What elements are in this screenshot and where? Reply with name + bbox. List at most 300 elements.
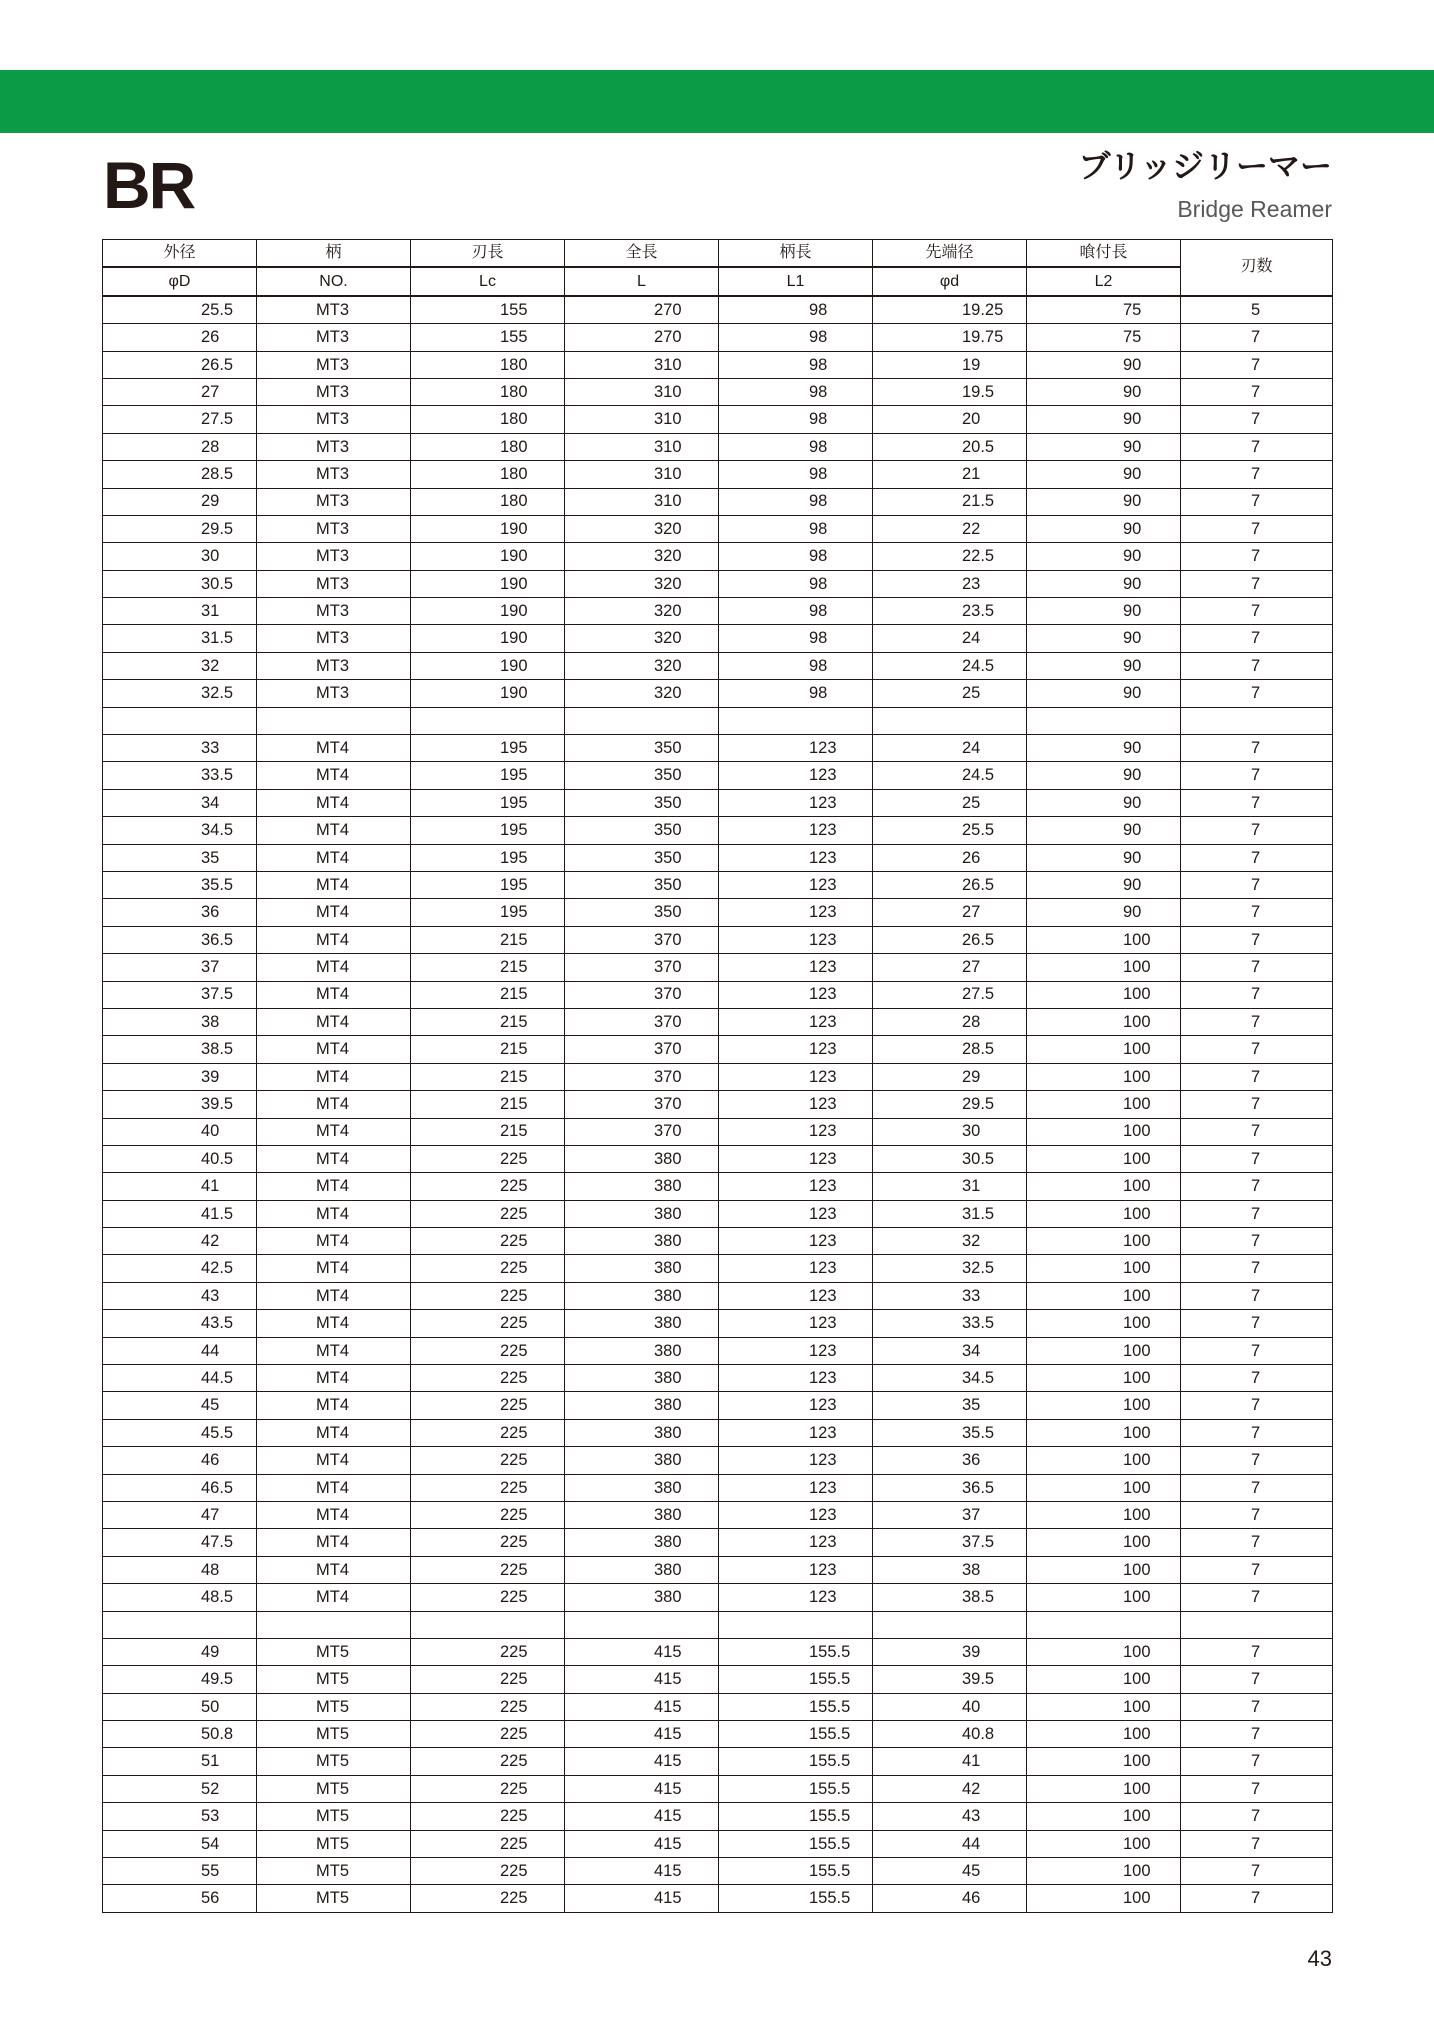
cell-shank-length: 98	[719, 351, 873, 378]
product-code: BR	[103, 148, 195, 222]
cell-flutes: 7	[1181, 817, 1333, 844]
cell-shank-no: MT3	[257, 625, 411, 652]
cell-overall-length: 350	[565, 762, 719, 789]
cell-tip-diameter: 24	[873, 735, 1027, 762]
cell-tip-diameter: 26	[873, 844, 1027, 871]
cell-tip-diameter: 27	[873, 954, 1027, 981]
cell-outer-diameter: 31.5	[103, 625, 257, 652]
table-row	[103, 1091, 1333, 1118]
cell-overall-length: 310	[565, 461, 719, 488]
cell-flutes: 5	[1181, 296, 1333, 324]
cell-chamfer-length: 100	[1027, 981, 1181, 1008]
table-row	[103, 1556, 1333, 1583]
cell-flute-length: 195	[411, 899, 565, 926]
cell-outer-diameter: 34	[103, 789, 257, 816]
cell-flute-length: 155	[411, 324, 565, 351]
cell-flute-length: 225	[411, 1721, 565, 1748]
cell-shank-no: MT4	[257, 981, 411, 1008]
cell-flute-length: 225	[411, 1447, 565, 1474]
cell-overall-length: 380	[565, 1200, 719, 1227]
cell-overall-length: 415	[565, 1803, 719, 1830]
table-row	[103, 844, 1333, 871]
cell-shank-length: 98	[719, 488, 873, 515]
cell-flutes: 7	[1181, 433, 1333, 460]
cell-overall-length: 370	[565, 981, 719, 1008]
cell-chamfer-length: 100	[1027, 1036, 1181, 1063]
header-symbol-l: L	[565, 267, 719, 295]
cell-shank-no: MT4	[257, 817, 411, 844]
cell-flute-length: 225	[411, 1693, 565, 1720]
cell-chamfer-length: 100	[1027, 1830, 1181, 1857]
cell-chamfer-length: 90	[1027, 899, 1181, 926]
table-row	[103, 570, 1333, 597]
cell-tip-diameter: 37.5	[873, 1529, 1027, 1556]
table-row	[103, 1529, 1333, 1556]
cell-outer-diameter: 54	[103, 1830, 257, 1857]
cell-flute-length: 225	[411, 1858, 565, 1885]
cell-flute-length: 215	[411, 926, 565, 953]
cell-flute-length: 225	[411, 1803, 565, 1830]
cell-flute-length: 225	[411, 1145, 565, 1172]
header-flutes: 刃数	[1181, 240, 1333, 296]
cell-shank-length: 123	[719, 1529, 873, 1556]
cell-outer-diameter: 34.5	[103, 817, 257, 844]
cell-flute-length: 225	[411, 1474, 565, 1501]
cell-tip-diameter: 34.5	[873, 1365, 1027, 1392]
cell-chamfer-length: 100	[1027, 1091, 1181, 1118]
cell-tip-diameter: 20	[873, 406, 1027, 433]
cell-tip-diameter: 26.5	[873, 871, 1027, 898]
cell-overall-length: 415	[565, 1775, 719, 1802]
header-symbol-no: NO.	[257, 267, 411, 295]
page-number: 43	[1307, 1946, 1332, 1971]
cell-shank-length: 123	[719, 1145, 873, 1172]
cell-flutes: 7	[1181, 1255, 1333, 1282]
cell-shank-no: MT4	[257, 789, 411, 816]
cell-outer-diameter: 50	[103, 1693, 257, 1720]
cell-tip-diameter: 32.5	[873, 1255, 1027, 1282]
cell-chamfer-length: 100	[1027, 1008, 1181, 1035]
cell-tip-diameter: 32	[873, 1228, 1027, 1255]
cell-shank-no: MT5	[257, 1638, 411, 1665]
cell-outer-diameter: 36	[103, 899, 257, 926]
cell-shank-no: MT4	[257, 1228, 411, 1255]
cell-overall-length: 320	[565, 625, 719, 652]
cell-flute-length: 225	[411, 1638, 565, 1665]
cell-flutes: 7	[1181, 1200, 1333, 1227]
cell-flutes: 7	[1181, 926, 1333, 953]
cell-chamfer-length: 100	[1027, 1282, 1181, 1309]
cell-tip-diameter: 22	[873, 515, 1027, 542]
table-row	[103, 1830, 1333, 1857]
cell-shank-no: MT4	[257, 1200, 411, 1227]
cell-shank-length: 123	[719, 735, 873, 762]
table-row	[103, 1748, 1333, 1775]
cell-shank-no: MT5	[257, 1748, 411, 1775]
cell-shank-length: 155.5	[719, 1858, 873, 1885]
table-row	[103, 1858, 1333, 1885]
cell-outer-diameter: 32.5	[103, 680, 257, 707]
cell-flutes: 7	[1181, 762, 1333, 789]
cell-overall-length: 370	[565, 954, 719, 981]
cell-tip-diameter: 39.5	[873, 1666, 1027, 1693]
cell-tip-diameter: 33.5	[873, 1310, 1027, 1337]
cell-tip-diameter: 22.5	[873, 543, 1027, 570]
cell-shank-no: MT4	[257, 1118, 411, 1145]
cell-overall-length: 380	[565, 1529, 719, 1556]
table-row	[103, 378, 1333, 405]
cell-chamfer-length: 100	[1027, 1529, 1181, 1556]
cell-shank-no: MT4	[257, 1501, 411, 1528]
cell-chamfer-length: 100	[1027, 1638, 1181, 1665]
cell-tip-diameter: 26.5	[873, 926, 1027, 953]
cell-flutes: 7	[1181, 1365, 1333, 1392]
header-symbol-l1: L1	[719, 267, 873, 295]
cell-outer-diameter: 37	[103, 954, 257, 981]
cell-overall-length: 415	[565, 1721, 719, 1748]
cell-overall-length: 370	[565, 1091, 719, 1118]
table-row	[103, 543, 1333, 570]
cell-flute-length: 225	[411, 1310, 565, 1337]
table-row	[103, 1063, 1333, 1090]
cell-flute-length: 180	[411, 461, 565, 488]
cell-flute-length: 190	[411, 680, 565, 707]
cell-chamfer-length: 90	[1027, 762, 1181, 789]
cell-chamfer-length: 90	[1027, 351, 1181, 378]
cell-overall-length: 380	[565, 1337, 719, 1364]
cell-tip-diameter: 31.5	[873, 1200, 1027, 1227]
cell-overall-length: 320	[565, 652, 719, 679]
cell-shank-no: MT4	[257, 844, 411, 871]
cell-shank-length: 123	[719, 1337, 873, 1364]
cell-shank-length: 123	[719, 1200, 873, 1227]
cell-outer-diameter: 29	[103, 488, 257, 515]
cell-tip-diameter: 45	[873, 1858, 1027, 1885]
cell-flutes: 7	[1181, 351, 1333, 378]
cell-chamfer-length: 100	[1027, 1118, 1181, 1145]
cell-flutes: 7	[1181, 1447, 1333, 1474]
cell-flutes: 7	[1181, 1556, 1333, 1583]
cell-flutes: 7	[1181, 1885, 1333, 1912]
cell-overall-length: 380	[565, 1584, 719, 1611]
cell-overall-length: 380	[565, 1228, 719, 1255]
cell-overall-length: 415	[565, 1885, 719, 1912]
cell-flute-length	[411, 707, 565, 734]
cell-shank-length: 123	[719, 817, 873, 844]
header-symbol-small-d: φd	[873, 267, 1027, 295]
cell-outer-diameter: 40	[103, 1118, 257, 1145]
cell-outer-diameter: 43.5	[103, 1310, 257, 1337]
table-row	[103, 625, 1333, 652]
cell-shank-no: MT4	[257, 1036, 411, 1063]
cell-flutes	[1181, 707, 1333, 734]
cell-flute-length: 225	[411, 1365, 565, 1392]
cell-chamfer-length	[1027, 1611, 1181, 1638]
cell-overall-length: 380	[565, 1419, 719, 1446]
cell-flute-length: 225	[411, 1529, 565, 1556]
cell-overall-length: 415	[565, 1858, 719, 1885]
cell-flute-length: 215	[411, 1008, 565, 1035]
cell-flutes: 7	[1181, 1693, 1333, 1720]
cell-overall-length: 350	[565, 844, 719, 871]
cell-shank-no: MT4	[257, 1392, 411, 1419]
cell-shank-length: 98	[719, 324, 873, 351]
cell-flutes: 7	[1181, 1638, 1333, 1665]
cell-shank-length: 123	[719, 1255, 873, 1282]
cell-flutes: 7	[1181, 652, 1333, 679]
cell-flutes: 7	[1181, 488, 1333, 515]
cell-flute-length: 225	[411, 1584, 565, 1611]
cell-shank-length: 123	[719, 1310, 873, 1337]
cell-chamfer-length: 100	[1027, 1447, 1181, 1474]
table-row	[103, 1118, 1333, 1145]
cell-chamfer-length: 100	[1027, 1584, 1181, 1611]
cell-chamfer-length	[1027, 707, 1181, 734]
cell-chamfer-length: 90	[1027, 433, 1181, 460]
cell-overall-length: 350	[565, 735, 719, 762]
cell-shank-length: 123	[719, 954, 873, 981]
cell-outer-diameter: 39	[103, 1063, 257, 1090]
cell-overall-length: 415	[565, 1638, 719, 1665]
cell-shank-no: MT4	[257, 1255, 411, 1282]
cell-flutes: 7	[1181, 1091, 1333, 1118]
table-row	[103, 680, 1333, 707]
cell-chamfer-length: 100	[1027, 1693, 1181, 1720]
cell-flute-length: 225	[411, 1556, 565, 1583]
cell-flutes: 7	[1181, 598, 1333, 625]
cell-shank-length: 123	[719, 1063, 873, 1090]
table-row	[103, 1775, 1333, 1802]
cell-tip-diameter: 19	[873, 351, 1027, 378]
cell-overall-length: 380	[565, 1282, 719, 1309]
cell-outer-diameter: 43	[103, 1282, 257, 1309]
cell-flute-length: 225	[411, 1501, 565, 1528]
cell-flute-length: 215	[411, 1036, 565, 1063]
cell-shank-no: MT4	[257, 1365, 411, 1392]
cell-flutes: 7	[1181, 324, 1333, 351]
cell-shank-length: 123	[719, 1501, 873, 1528]
cell-chamfer-length: 100	[1027, 1228, 1181, 1255]
cell-flutes: 7	[1181, 899, 1333, 926]
cell-overall-length	[565, 1611, 719, 1638]
cell-flutes: 7	[1181, 1666, 1333, 1693]
cell-tip-diameter: 24.5	[873, 652, 1027, 679]
cell-shank-length: 123	[719, 1392, 873, 1419]
cell-tip-diameter: 34	[873, 1337, 1027, 1364]
cell-chamfer-length: 100	[1027, 954, 1181, 981]
cell-shank-no: MT5	[257, 1858, 411, 1885]
cell-flute-length: 225	[411, 1337, 565, 1364]
cell-tip-diameter: 28	[873, 1008, 1027, 1035]
cell-outer-diameter	[103, 707, 257, 734]
cell-tip-diameter	[873, 707, 1027, 734]
cell-flute-length: 225	[411, 1748, 565, 1775]
cell-flute-length: 215	[411, 1091, 565, 1118]
cell-overall-length: 380	[565, 1556, 719, 1583]
table-row	[103, 296, 1333, 324]
cell-shank-length: 155.5	[719, 1748, 873, 1775]
cell-chamfer-length: 90	[1027, 406, 1181, 433]
table-row	[103, 461, 1333, 488]
cell-shank-length: 98	[719, 570, 873, 597]
cell-shank-length	[719, 707, 873, 734]
table-row	[103, 1145, 1333, 1172]
table-row	[103, 1419, 1333, 1446]
cell-flute-length: 190	[411, 652, 565, 679]
cell-tip-diameter: 19.25	[873, 296, 1027, 324]
cell-tip-diameter: 41	[873, 1748, 1027, 1775]
cell-chamfer-length: 90	[1027, 570, 1181, 597]
cell-shank-length: 123	[719, 844, 873, 871]
cell-shank-no	[257, 707, 411, 734]
cell-flute-length: 215	[411, 954, 565, 981]
cell-shank-length: 98	[719, 625, 873, 652]
cell-overall-length: 310	[565, 488, 719, 515]
cell-chamfer-length: 100	[1027, 1748, 1181, 1775]
cell-flutes: 7	[1181, 378, 1333, 405]
cell-outer-diameter: 52	[103, 1775, 257, 1802]
cell-tip-diameter: 24	[873, 625, 1027, 652]
cell-shank-length: 123	[719, 981, 873, 1008]
cell-flute-length: 195	[411, 817, 565, 844]
cell-tip-diameter: 42	[873, 1775, 1027, 1802]
header-overall-length: 全長	[565, 240, 719, 268]
cell-tip-diameter: 23	[873, 570, 1027, 597]
cell-chamfer-length: 90	[1027, 625, 1181, 652]
cell-shank-length: 98	[719, 598, 873, 625]
table-row	[103, 351, 1333, 378]
header-outer-diameter: 外径	[103, 240, 257, 268]
table-row	[103, 1310, 1333, 1337]
cell-tip-diameter: 21	[873, 461, 1027, 488]
cell-shank-no: MT4	[257, 1419, 411, 1446]
cell-flute-length: 195	[411, 789, 565, 816]
cell-chamfer-length: 100	[1027, 1255, 1181, 1282]
cell-shank-no: MT4	[257, 1173, 411, 1200]
cell-overall-length: 370	[565, 1008, 719, 1035]
table-row	[103, 789, 1333, 816]
table-row	[103, 1365, 1333, 1392]
cell-tip-diameter: 44	[873, 1830, 1027, 1857]
cell-flutes: 7	[1181, 789, 1333, 816]
cell-shank-length: 123	[719, 1008, 873, 1035]
cell-shank-length: 155.5	[719, 1693, 873, 1720]
cell-flute-length: 190	[411, 570, 565, 597]
table-row	[103, 652, 1333, 679]
cell-chamfer-length: 100	[1027, 1145, 1181, 1172]
cell-shank-length: 155.5	[719, 1830, 873, 1857]
table-row	[103, 1200, 1333, 1227]
cell-outer-diameter	[103, 1611, 257, 1638]
cell-flutes: 7	[1181, 1830, 1333, 1857]
cell-shank-no: MT4	[257, 899, 411, 926]
cell-tip-diameter: 36	[873, 1447, 1027, 1474]
cell-shank-no: MT3	[257, 515, 411, 542]
cell-outer-diameter: 48.5	[103, 1584, 257, 1611]
cell-shank-no	[257, 1611, 411, 1638]
cell-outer-diameter: 49.5	[103, 1666, 257, 1693]
cell-chamfer-length: 90	[1027, 871, 1181, 898]
cell-tip-diameter: 31	[873, 1173, 1027, 1200]
cell-shank-no: MT5	[257, 1693, 411, 1720]
cell-overall-length: 380	[565, 1365, 719, 1392]
cell-shank-no: MT4	[257, 735, 411, 762]
cell-tip-diameter: 39	[873, 1638, 1027, 1665]
cell-flute-length: 195	[411, 844, 565, 871]
cell-flute-length: 190	[411, 515, 565, 542]
cell-flute-length: 180	[411, 406, 565, 433]
cell-flutes: 7	[1181, 406, 1333, 433]
cell-tip-diameter: 29.5	[873, 1091, 1027, 1118]
table-row	[103, 1173, 1333, 1200]
cell-tip-diameter: 25.5	[873, 817, 1027, 844]
cell-flute-length: 225	[411, 1282, 565, 1309]
cell-flutes: 7	[1181, 1145, 1333, 1172]
cell-tip-diameter: 33	[873, 1282, 1027, 1309]
cell-tip-diameter: 27	[873, 899, 1027, 926]
cell-chamfer-length: 100	[1027, 1775, 1181, 1802]
cell-flutes: 7	[1181, 625, 1333, 652]
table-row	[103, 817, 1333, 844]
cell-flute-length: 155	[411, 296, 565, 324]
cell-flutes: 7	[1181, 1063, 1333, 1090]
cell-flutes: 7	[1181, 1008, 1333, 1035]
cell-tip-diameter: 19.75	[873, 324, 1027, 351]
cell-shank-length: 123	[719, 1584, 873, 1611]
cell-chamfer-length: 100	[1027, 1063, 1181, 1090]
spec-table-header	[103, 240, 1333, 296]
cell-shank-length: 155.5	[719, 1803, 873, 1830]
cell-flute-length: 195	[411, 762, 565, 789]
cell-flutes: 7	[1181, 515, 1333, 542]
table-row	[103, 954, 1333, 981]
cell-flutes: 7	[1181, 1310, 1333, 1337]
cell-shank-no: MT5	[257, 1721, 411, 1748]
cell-shank-length: 98	[719, 680, 873, 707]
cell-outer-diameter: 38	[103, 1008, 257, 1035]
cell-tip-diameter: 40.8	[873, 1721, 1027, 1748]
cell-outer-diameter: 33.5	[103, 762, 257, 789]
cell-tip-diameter: 30	[873, 1118, 1027, 1145]
cell-shank-length: 123	[719, 1447, 873, 1474]
cell-chamfer-length: 100	[1027, 1721, 1181, 1748]
table-row	[103, 515, 1333, 542]
cell-outer-diameter: 28	[103, 433, 257, 460]
cell-shank-length: 98	[719, 515, 873, 542]
table-row	[103, 1638, 1333, 1665]
cell-overall-length: 380	[565, 1474, 719, 1501]
header-symbol-d: φD	[103, 267, 257, 295]
cell-outer-diameter: 51	[103, 1748, 257, 1775]
table-row	[103, 1885, 1333, 1912]
cell-overall-length: 350	[565, 789, 719, 816]
cell-flute-length: 225	[411, 1885, 565, 1912]
cell-shank-no: MT3	[257, 296, 411, 324]
cell-chamfer-length: 90	[1027, 543, 1181, 570]
cell-shank-no: MT4	[257, 1529, 411, 1556]
cell-tip-diameter: 23.5	[873, 598, 1027, 625]
cell-flutes: 7	[1181, 1392, 1333, 1419]
cell-chamfer-length: 100	[1027, 1501, 1181, 1528]
cell-outer-diameter: 36.5	[103, 926, 257, 953]
cell-chamfer-length: 90	[1027, 461, 1181, 488]
cell-shank-no: MT5	[257, 1803, 411, 1830]
cell-flutes: 7	[1181, 871, 1333, 898]
cell-chamfer-length: 90	[1027, 515, 1181, 542]
cell-outer-diameter: 40.5	[103, 1145, 257, 1172]
header-shank-length: 柄長	[719, 240, 873, 268]
cell-flute-length: 195	[411, 735, 565, 762]
